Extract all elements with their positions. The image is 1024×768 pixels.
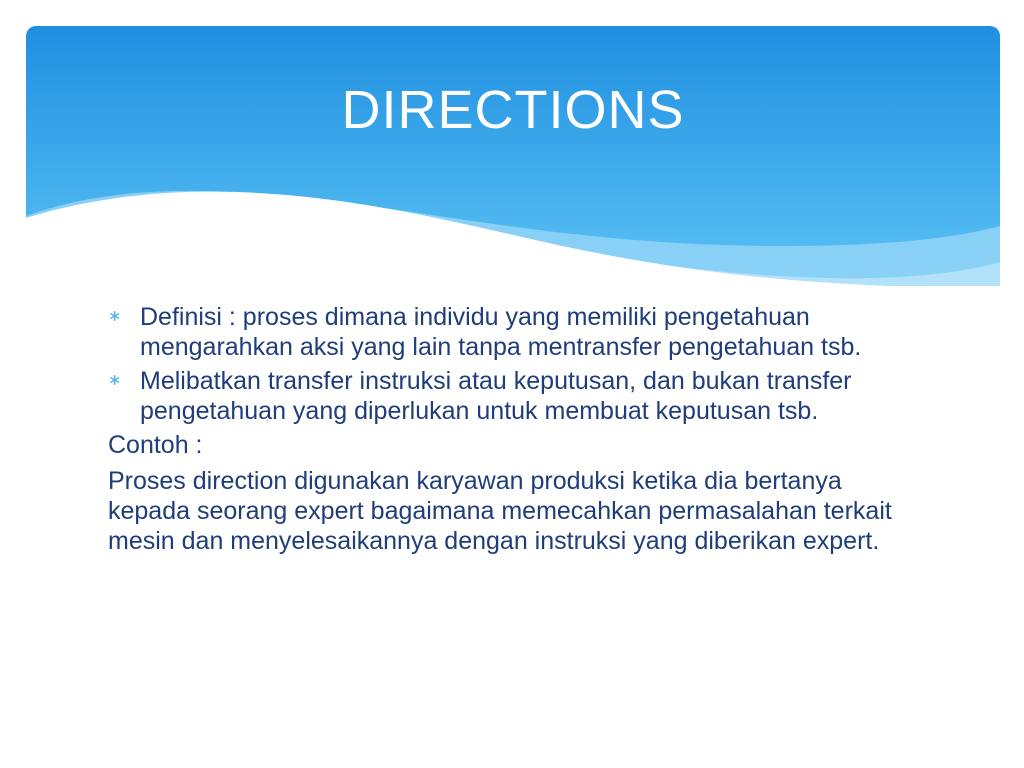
example-label: Contoh : [108, 431, 203, 459]
bullet-item-involves [108, 366, 908, 426]
slide-title: DIRECTIONS [341, 80, 685, 140]
header-band [26, 26, 1000, 286]
asterisk-bullet-icon: ∗ [108, 308, 122, 325]
slide-content [108, 302, 908, 556]
bullet-text: Melibatkan transfer instruksi atau keputusan, dan bukan transfer pengetahuan yang diperlukan untuk membuat keputusan tsb. [140, 367, 852, 425]
bullet-item-definition [108, 302, 908, 362]
wave-decoration [26, 26, 1000, 286]
asterisk-bullet-icon: ∗ [108, 372, 122, 389]
bullet-text: Definisi : proses dimana individu yang memiliki pengetahuan mengarahkan aksi yang lain tanpa mentransfer pengetahuan tsb. [140, 303, 862, 361]
example-text: Proses direction digunakan karyawan produksi ketika dia bertanya kepada seorang expert bagaimana memecahkan permasalahan terkait mesin dan menyelesaikannya dengan instruksi yang diberikan expert. [108, 467, 892, 555]
